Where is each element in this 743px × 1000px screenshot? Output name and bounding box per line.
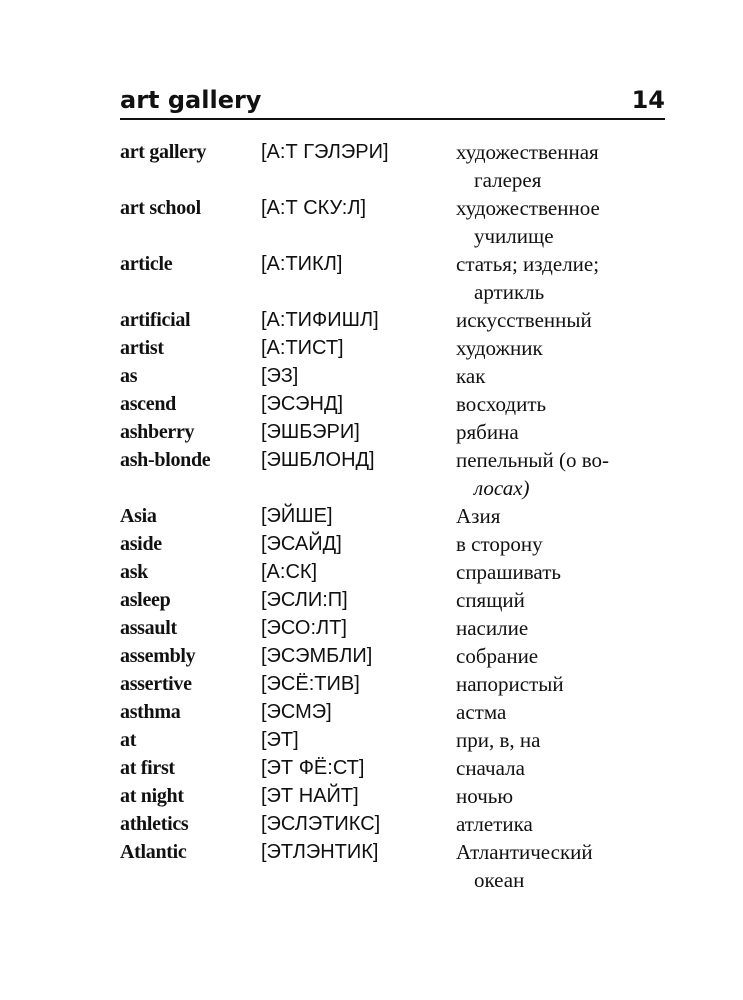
translation-line: при, в, на xyxy=(456,728,541,752)
entry-pronunciation: [ЭЙШЕ] xyxy=(261,505,333,527)
entry-pronunciation: [ЭСАЙД] xyxy=(261,533,342,555)
entry-word: asleep xyxy=(120,589,171,611)
entry-pronunciation: [ЭСЁ:ТИВ] xyxy=(261,673,360,695)
header-title: art gallery xyxy=(120,86,262,114)
entry-translation xyxy=(456,194,661,250)
entry-pronunciation: [А:Т ГЭЛЭРИ] xyxy=(261,141,389,163)
entry-pronunciation: [ЭСЛИ:П] xyxy=(261,589,348,611)
entry-pronunciation: [ЭТ] xyxy=(261,729,299,751)
entry-word: ash-blonde xyxy=(120,449,211,471)
dictionary-entry xyxy=(120,418,665,446)
entry-translation xyxy=(456,754,661,782)
translation-line: художественная xyxy=(456,140,599,164)
dictionary-entry xyxy=(120,558,665,586)
entry-pronunciation: [ЭСЛЭТИКС] xyxy=(261,813,381,835)
entry-translation xyxy=(456,250,661,306)
dictionary-entry xyxy=(120,446,665,502)
entry-translation xyxy=(456,614,661,642)
dictionary-entry xyxy=(120,754,665,782)
entry-word: aside xyxy=(120,533,162,555)
entry-word: artificial xyxy=(120,309,191,331)
translation-line: астма xyxy=(456,700,507,724)
translation-line: сначала xyxy=(456,756,525,780)
translation-line: лосах) xyxy=(474,476,530,500)
entry-word: Asia xyxy=(120,505,157,527)
entry-translation xyxy=(456,838,661,894)
translation-line: спрашивать xyxy=(456,560,561,584)
translation-line: художественное xyxy=(456,196,600,220)
translation-line: Атлантический xyxy=(456,840,593,864)
entry-translation xyxy=(456,810,661,838)
translation-line: искусственный xyxy=(456,308,592,332)
dictionary-entry xyxy=(120,586,665,614)
entry-pronunciation: [А:ТИФИШЛ] xyxy=(261,309,379,331)
dictionary-entry xyxy=(120,138,665,194)
translation-line: училище xyxy=(474,224,554,248)
translation-line: в сторону xyxy=(456,532,543,556)
translation-line: статья; изделие; xyxy=(456,252,600,276)
dictionary-entry xyxy=(120,642,665,670)
translation-line: рябина xyxy=(456,420,519,444)
dictionary-entry xyxy=(120,810,665,838)
translation-line: напористый xyxy=(456,672,564,696)
entry-translation xyxy=(456,390,661,418)
running-header xyxy=(120,80,665,120)
dictionary-entry xyxy=(120,726,665,754)
entry-translation xyxy=(456,782,661,810)
entry-translation xyxy=(456,670,661,698)
dictionary-entry xyxy=(120,670,665,698)
translation-line: пепельный (о во- xyxy=(456,448,610,472)
entry-translation xyxy=(456,726,661,754)
entry-pronunciation: [ЭТЛЭНТИК] xyxy=(261,841,379,863)
entry-translation xyxy=(456,502,661,530)
translation-line: атлетика xyxy=(456,812,533,836)
entry-pronunciation: [ЭШБЛОНД] xyxy=(261,449,375,471)
translation-line: восходить xyxy=(456,392,547,416)
entry-translation xyxy=(456,530,661,558)
entry-word: as xyxy=(120,365,138,387)
dictionary-entry xyxy=(120,698,665,726)
dictionary-entry xyxy=(120,530,665,558)
entry-word: at xyxy=(120,729,137,751)
dictionary-entry xyxy=(120,838,665,894)
entry-translation xyxy=(456,446,661,502)
entry-word: article xyxy=(120,253,173,275)
entry-pronunciation: [ЭСЭМБЛИ] xyxy=(261,645,373,667)
translation-line: ночью xyxy=(456,784,514,808)
entry-translation xyxy=(456,362,661,390)
translation-line: Азия xyxy=(456,504,501,528)
entry-pronunciation: [ЭТ НАЙТ] xyxy=(261,785,359,807)
page-number: 14 xyxy=(631,86,665,114)
entry-pronunciation: [ЭСО:ЛТ] xyxy=(261,617,347,639)
entry-pronunciation: [А:ТИСТ] xyxy=(261,337,344,359)
entry-word: artist xyxy=(120,337,164,359)
entry-word: ask xyxy=(120,561,149,583)
dictionary-entry xyxy=(120,502,665,530)
translation-line: галерея xyxy=(474,168,542,192)
entry-translation xyxy=(456,698,661,726)
entry-translation xyxy=(456,558,661,586)
translation-line: океан xyxy=(474,868,525,892)
dictionary-entry xyxy=(120,782,665,810)
entry-word: assembly xyxy=(120,645,196,667)
entry-translation xyxy=(456,138,661,194)
entry-pronunciation: [ЭТ ФЁ:СТ] xyxy=(261,757,365,779)
entry-pronunciation: [ЭСМЭ] xyxy=(261,701,332,723)
entry-translation xyxy=(456,586,661,614)
entry-word: asthma xyxy=(120,701,181,723)
dictionary-entry xyxy=(120,334,665,362)
dictionary-entry xyxy=(120,306,665,334)
dictionary-entry xyxy=(120,390,665,418)
entry-pronunciation: [ЭЗ] xyxy=(261,365,299,387)
entry-translation xyxy=(456,334,661,362)
entry-translation xyxy=(456,418,661,446)
entry-word: assault xyxy=(120,617,177,639)
translation-line: спящий xyxy=(456,588,525,612)
translation-line: как xyxy=(456,364,486,388)
translation-line: артикль xyxy=(474,280,545,304)
entry-pronunciation: [ЭСЭНД] xyxy=(261,393,344,415)
entry-word: Atlantic xyxy=(120,841,187,863)
entry-word: athletics xyxy=(120,813,189,835)
entry-word: art school xyxy=(120,197,201,219)
translation-line: насилие xyxy=(456,616,529,640)
entry-pronunciation: [ЭШБЭРИ] xyxy=(261,421,360,443)
entry-pronunciation: [А:СК] xyxy=(261,561,318,583)
entry-word: assertive xyxy=(120,673,192,695)
dictionary-entry xyxy=(120,250,665,306)
entry-translation xyxy=(456,642,661,670)
entry-word: at night xyxy=(120,785,184,807)
entry-word: ashberry xyxy=(120,421,195,443)
entry-translation xyxy=(456,306,661,334)
entry-word: ascend xyxy=(120,393,176,415)
translation-line: собрание xyxy=(456,644,539,668)
dictionary-entry xyxy=(120,614,665,642)
dictionary-entry xyxy=(120,194,665,250)
entry-word: at first xyxy=(120,757,175,779)
entry-pronunciation: [А:Т СКУ:Л] xyxy=(261,197,367,219)
dictionary-entries xyxy=(120,138,665,894)
dictionary-entry xyxy=(120,362,665,390)
entry-word: art gallery xyxy=(120,141,207,163)
entry-pronunciation: [А:ТИКЛ] xyxy=(261,253,343,275)
translation-line: художник xyxy=(456,336,543,360)
